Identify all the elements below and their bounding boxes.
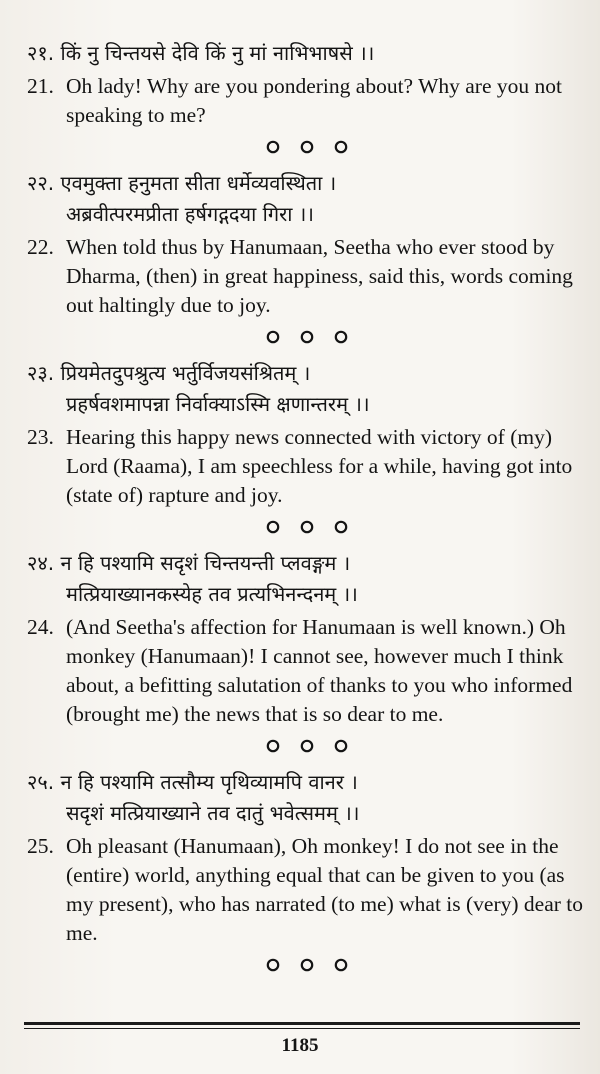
- sanskrit-verse: [27, 767, 587, 829]
- section-separator: [27, 958, 587, 972]
- translation-text: Hearing this happy news connected with victory of (my) Lord (Raama), I am speechless for a while, having got into (state of) rapture and joy.: [66, 425, 573, 507]
- circle-ornament-icon: [266, 958, 280, 972]
- verse-number: 23.: [27, 425, 54, 449]
- circle-ornament-icon: [266, 739, 280, 753]
- translation: [27, 613, 587, 729]
- verse-number: 24.: [27, 615, 54, 639]
- sanskrit-verse: [27, 358, 587, 420]
- sanskrit-line: मत्प्रियाख्यानकस्येह तव प्रत्यभिनन्दनम् ।।: [66, 582, 358, 606]
- sanskrit-line: २५. न हि पश्यामि तत्सौम्य पृथिव्यामपि वानर ।: [27, 770, 358, 794]
- sanskrit-line: २४. न हि पश्यामि सदृशं चिन्तयन्ती प्लवङ्गम ।: [27, 551, 351, 575]
- circle-ornament-icon: [334, 958, 348, 972]
- verse-list: [27, 38, 587, 986]
- sanskrit-line: २२. एवमुक्ता हनुमता सीता धर्मेव्यवस्थिता ।: [27, 171, 337, 195]
- page-number: 1185: [281, 1035, 319, 1056]
- verse-number: 21.: [27, 74, 54, 98]
- circle-ornament-icon: [266, 520, 280, 534]
- circle-ornament-icon: [334, 520, 348, 534]
- section-separator: [27, 140, 587, 154]
- sanskrit-verse: [27, 548, 587, 610]
- footer-rule: [24, 1022, 580, 1025]
- section-separator: [27, 330, 587, 344]
- translation-text: Oh lady! Why are you pondering about? Why are you not speaking to me?: [66, 74, 562, 127]
- verse-23: [27, 358, 587, 510]
- translation: [27, 72, 587, 130]
- circle-ornament-icon: [334, 739, 348, 753]
- verse-number: 22.: [27, 235, 54, 259]
- sanskrit-line: प्रहर्षवशमापन्ना निर्वाक्याऽस्मि क्षणान्तरम् ।।: [66, 392, 370, 416]
- sanskrit-line: २१. किं नु चिन्तयसे देवि किं नु मां नाभिभाषसे ।।: [27, 41, 375, 65]
- circle-ornament-icon: [300, 739, 314, 753]
- verse-24: [27, 548, 587, 729]
- verse-25: [27, 767, 587, 948]
- translation-text: Oh pleasant (Hanumaan), Oh monkey! I do not see in the (entire) world, anything equal that can be given to you (as my present), who has narrated (to me) what is (very) dear to me.: [66, 834, 584, 945]
- circle-ornament-icon: [300, 330, 314, 344]
- translation: [27, 832, 587, 948]
- section-separator: [27, 739, 587, 753]
- circle-ornament-icon: [300, 958, 314, 972]
- translation: [27, 233, 587, 320]
- sanskrit-line: २३. प्रियमेतदुपश्रुत्य भर्तुर्विजयसंश्रितम् ।: [27, 361, 311, 385]
- verse-21: [27, 38, 587, 130]
- circle-ornament-icon: [300, 520, 314, 534]
- translation-text: When told thus by Hanumaan, Seetha who ever stood by Dharma, (then) in great happiness, said this, words coming out haltingly due to joy.: [66, 235, 573, 317]
- circle-ornament-icon: [266, 330, 280, 344]
- translation: [27, 423, 587, 510]
- sanskrit-verse: [27, 38, 587, 69]
- verse-22: [27, 168, 587, 320]
- section-separator: [27, 520, 587, 534]
- circle-ornament-icon: [300, 140, 314, 154]
- verse-number: 25.: [27, 834, 54, 858]
- translation-text: (And Seetha's affection for Hanumaan is well known.) Oh monkey (Hanumaan)! I cannot see, however much I think about, a befitting salutation of thanks to you who informed (brought me) the news that is so dear to me.: [66, 615, 573, 726]
- circle-ornament-icon: [266, 140, 280, 154]
- circle-ornament-icon: [334, 330, 348, 344]
- footer-rule-thin: [24, 1028, 580, 1029]
- sanskrit-line: सदृशं मत्प्रियाख्याने तव दातुं भवेत्समम् ।।: [66, 801, 360, 825]
- sanskrit-verse: [27, 168, 587, 230]
- sanskrit-line: अब्रवीत्परमप्रीता हर्षगद्गदया गिरा ।।: [66, 202, 314, 226]
- circle-ornament-icon: [334, 140, 348, 154]
